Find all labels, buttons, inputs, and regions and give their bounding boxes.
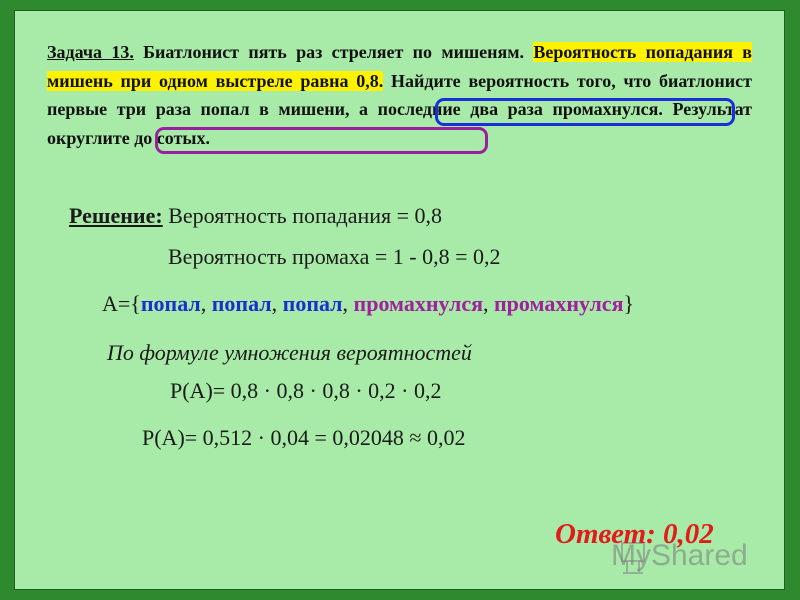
event-hit-3: попал [282,291,343,316]
formula-2: P(A)= 0,512 · 0,04 = 0,02048 ≈ 0,02 [142,425,466,450]
sep-2: , [271,291,283,316]
solution-line-1 [69,203,442,229]
slide-panel [14,10,785,590]
event-hit-1: попал [140,291,201,316]
sep-1: , [200,291,212,316]
problem-text-2: Найдите вероятность того, что биатлонист [383,70,752,91]
event-prefix: A={ [102,291,141,316]
sep-4: , [483,291,494,316]
watermark-text: MyShared [611,539,748,572]
event-miss-1: промахнулся [353,291,483,316]
formula-1: P(A)= 0,8 · 0,8 · 0,8 · 0,2 · 0,2 [170,378,442,403]
event-hit-2: попал [211,291,272,316]
answer-text: Ответ: 0,02 [555,518,714,550]
problem-text-3: в мишени, а [249,99,378,119]
hit-probability: Вероятность попадания = 0,8 [168,203,443,228]
event-suffix: } [623,291,635,316]
problem-title: Задача 13. [47,42,134,62]
boxed-first-three-hits: первые три раза попал [47,99,250,119]
problem-text-1: Биатлонист пять раз стреляет по мишеням. [133,42,534,62]
boxed-last-two-misses: последние два раза промахнулся [377,99,659,119]
purple-box-outline [155,127,488,154]
miss-probability: Вероятность промаха = 1 - 0,8 = 0,2 [168,244,501,269]
event-miss-2: промахнулся [494,291,624,316]
highlighted-probability: Вероятность попадания в мишень при одном выстреле равна 0,8. [47,42,752,91]
problem-text-4: . Результат округлите до сотых. [47,99,752,148]
sep-3: , [342,291,354,316]
event-definition [102,291,634,317]
formula-note: По формуле умножения вероятностей [107,340,472,365]
blue-box-outline [435,98,735,126]
solution-label: Решение: [69,203,163,228]
